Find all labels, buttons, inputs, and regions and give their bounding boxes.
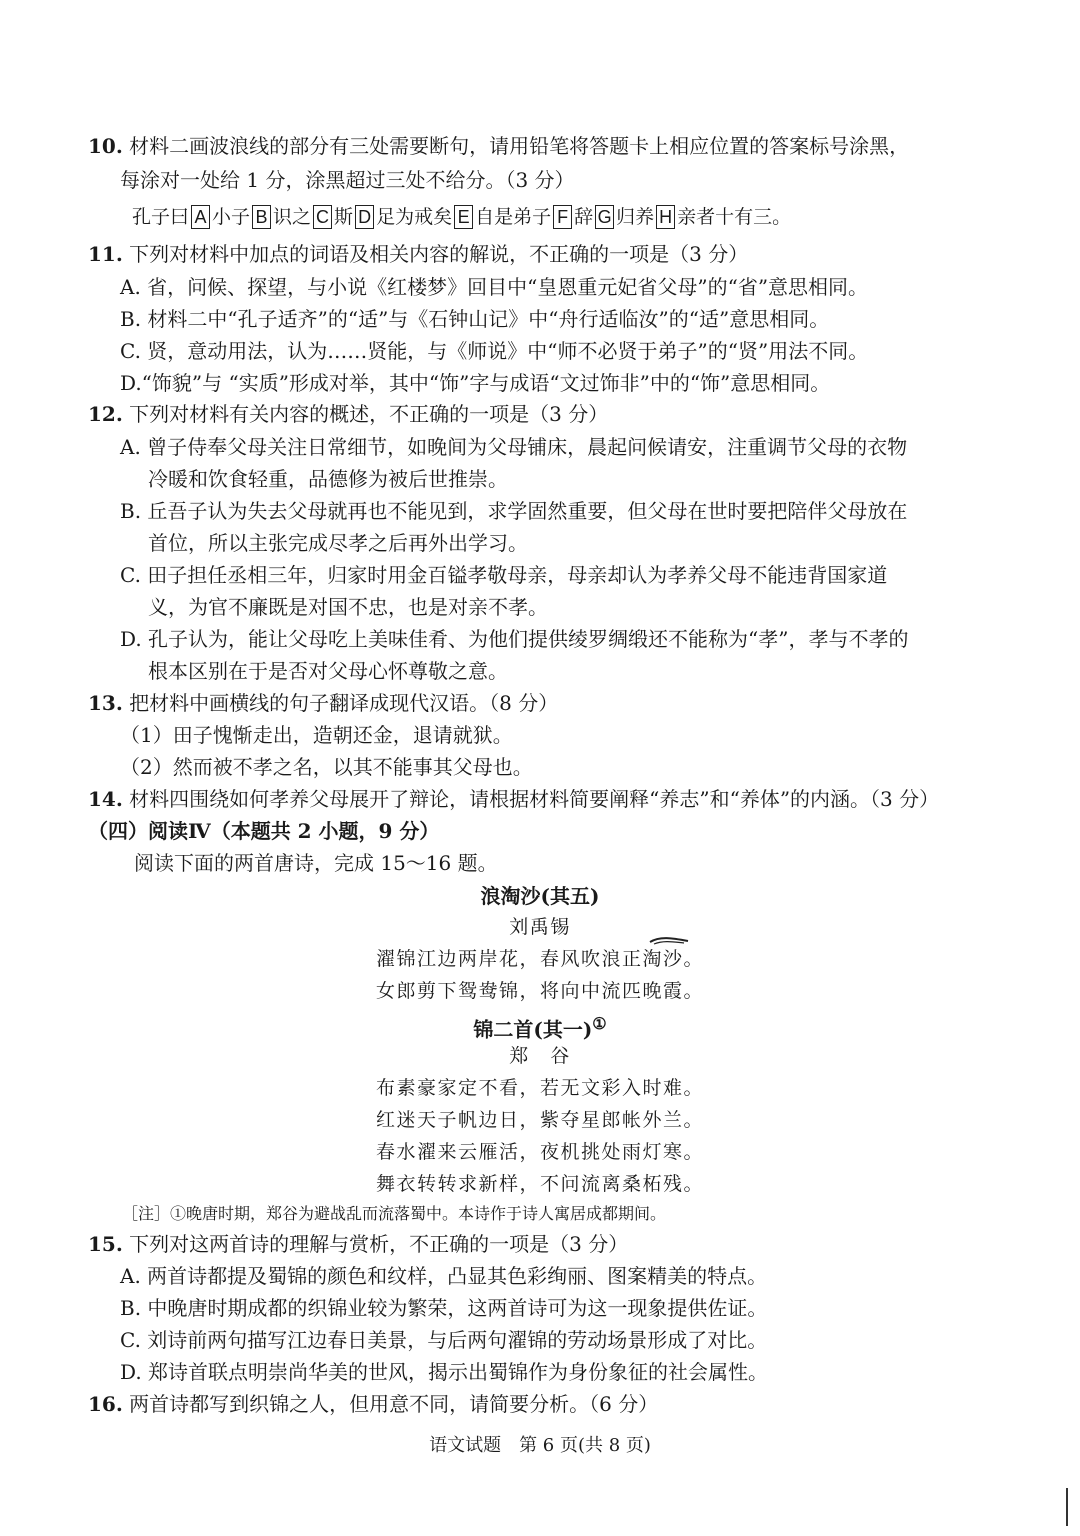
poem2-line: 春水濯来云雁活，夜机挑处雨灯寒。: [375, 1141, 704, 1163]
q10-line1: [88, 130, 909, 162]
q12-option-c-line2: 义，为官不廉既是对国不忠，也是对亲不孝。: [148, 595, 548, 619]
pen-stroke-mark: [648, 934, 692, 948]
break-option-box[interactable]: C: [313, 205, 332, 229]
q12-option-b-line1: B. 丘吾子认为失去父母就再也不能见到，求学固然重要，但父母在世时要把陪伴父母放在: [120, 499, 908, 523]
poem2-line: 布素豪家定不看，若无文彩入时难。: [375, 1077, 704, 1099]
q16-stem: [88, 1388, 658, 1420]
q13-sentence-1: （1）田子愧惭走出，造朝还金，退请就狱。: [120, 723, 513, 747]
q13-stem-text: 把材料中画横线的句子翻译成现代汉语。（8 分）: [129, 691, 559, 715]
q13-stem: [88, 687, 558, 719]
sentence-break-line: [132, 200, 791, 233]
q12-option-a-line2: 冷暖和饮食轻重，品德修为被后世推崇。: [148, 467, 508, 491]
q10-text-1: 材料二画波浪线的部分有三处需要断句，请用铅笔将答题卡上相应位置的答案标号涂黑，: [129, 134, 910, 158]
q10-number: 10.: [88, 134, 123, 158]
scan-edge-mark: [1066, 1488, 1068, 1526]
q12-option-d-line1: D. 孔子认为，能让父母吃上美味佳肴、为他们提供绫罗绸缎还不能称为“孝”，孝与不孝的: [120, 627, 909, 651]
break-option-box[interactable]: H: [656, 205, 675, 229]
poem2-title-text: 锦二首(其一): [473, 1017, 593, 1042]
q14-stem-text: 材料四围绕如何孝养父母展开了辩论，请根据材料简要阐释“养志”和“养体”的内涵。（3 分）: [129, 787, 940, 811]
q12-option-d-line2: 根本区别在于是否对父母心怀尊敬之意。: [148, 659, 508, 683]
q11-option-a: A. 省，问候、探望，与小说《红楼梦》回目中“皇恩重元妃省父母”的“省”意思相同。: [120, 275, 869, 299]
q11-option-c: C. 贤，意动用法，认为……贤能，与《师说》中“师不必贤于弟子”的“贤”用法不同。: [120, 339, 869, 363]
poem1-title: 浪淘沙(其五): [480, 884, 600, 908]
q12-option-c-line1: C. 田子担任丞相三年，归家时用金百镒孝敬母亲，母亲却认为孝养父母不能违背国家道: [120, 563, 888, 587]
q11-number: 11.: [88, 242, 123, 266]
poem1-line: 女郎剪下鸳鸯锦，将向中流匹晚霞。: [375, 980, 704, 1002]
q12-stem-text: 下列对材料有关内容的概述，不正确的一项是（3 分）: [129, 402, 609, 426]
q11-option-d: D.“饰貌”与 “实质”形成对举，其中“饰”字与成语“文过饰非”中的“饰”意思相同。: [120, 371, 831, 395]
break-segment: 足为戒矣: [376, 206, 453, 228]
break-segment: 小子: [212, 206, 251, 228]
poem1-line: 濯锦江边两岸花，春风吹浪正淘沙。: [375, 948, 704, 970]
q15-option-a: A. 两首诗都提及蜀锦的颜色和纹样，凸显其色彩绚丽、图案精美的特点。: [120, 1264, 768, 1288]
poem2-line: 舞衣转转求新样，不问流离桑柘残。: [375, 1173, 704, 1195]
poem2-line: 红迷天子帆边日，紫夺星郎帐外兰。: [375, 1109, 704, 1131]
q11-stem-text: 下列对材料中加点的词语及相关内容的解说，不正确的一项是（3 分）: [129, 242, 749, 266]
break-option-box[interactable]: A: [191, 205, 210, 229]
q15-stem: [88, 1228, 628, 1260]
q11-stem: [88, 238, 748, 270]
poem2-author: 郑 谷: [509, 1045, 571, 1067]
q11-option-b: B. 材料二中“孔子适齐”的“适”与《石钟山记》中“舟行适临汝”的“适”意思相同。: [120, 307, 830, 331]
poem1-author: 刘禹锡: [509, 916, 571, 938]
page-footer: 语文试题 第 6 页(共 8 页): [429, 1435, 651, 1456]
q12-option-b-line2: 首位，所以主张完成尽孝之后再外出学习。: [148, 531, 528, 555]
q16-stem-text: 两首诗都写到织锦之人，但用意不同，请简要分析。（6 分）: [129, 1392, 659, 1416]
break-segment: 斯: [334, 206, 354, 228]
q14-number: 14.: [88, 787, 123, 811]
q13-number: 13.: [88, 691, 123, 715]
break-segment: 孔子曰: [132, 206, 190, 228]
break-segment: 辞: [574, 206, 594, 228]
q16-number: 16.: [88, 1392, 123, 1416]
q12-number: 12.: [88, 402, 123, 426]
q10-text-2: 每涂对一处给 1 分，涂黑超过三处不给分。（3 分）: [120, 168, 575, 192]
q15-stem-text: 下列对这两首诗的理解与赏析，不正确的一项是（3 分）: [129, 1232, 629, 1256]
break-segment: 识之: [273, 206, 312, 228]
poem2-note-mark: ①: [592, 1014, 607, 1033]
q12-option-a-line1: A. 曾子侍奉父母关注日常细节，如晚间为父母铺床，晨起问候请安，注重调节父母的衣物: [120, 435, 908, 459]
break-option-box[interactable]: G: [595, 205, 614, 229]
q15-option-d: D. 郑诗首联点明崇尚华美的世风，揭示出蜀锦作为身份象征的社会属性。: [120, 1360, 769, 1384]
section-4-title: （四）阅读Ⅳ（本题共 2 小题，9 分）: [88, 819, 440, 843]
poem-annotation: ［注］①晚唐时期，郑谷为避战乱而流落蜀中。本诗作于诗人寓居成都期间。: [122, 1204, 667, 1223]
break-segment: 归养: [616, 206, 655, 228]
q15-option-c: C. 刘诗前两句描写江边春日美景，与后两句濯锦的劳动场景形成了对比。: [120, 1328, 768, 1352]
break-option-box[interactable]: B: [252, 205, 271, 229]
q12-stem: [88, 398, 608, 430]
break-option-box[interactable]: E: [454, 205, 473, 229]
break-segment: 自是弟子: [475, 206, 552, 228]
q15-number: 15.: [88, 1232, 123, 1256]
q15-option-b: B. 中晚唐时期成都的织锦业较为繁荣，这两首诗可为这一现象提供佐证。: [120, 1296, 768, 1320]
section-4-intro: 阅读下面的两首唐诗，完成 15～16 题。: [134, 851, 498, 875]
break-option-box[interactable]: F: [553, 205, 572, 229]
q14-stem: [88, 783, 939, 815]
break-option-box[interactable]: D: [355, 205, 374, 229]
q13-sentence-2: （2）然而被不孝之名，以其不能事其父母也。: [120, 755, 533, 779]
break-segment: 亲者十有三。: [677, 206, 792, 228]
